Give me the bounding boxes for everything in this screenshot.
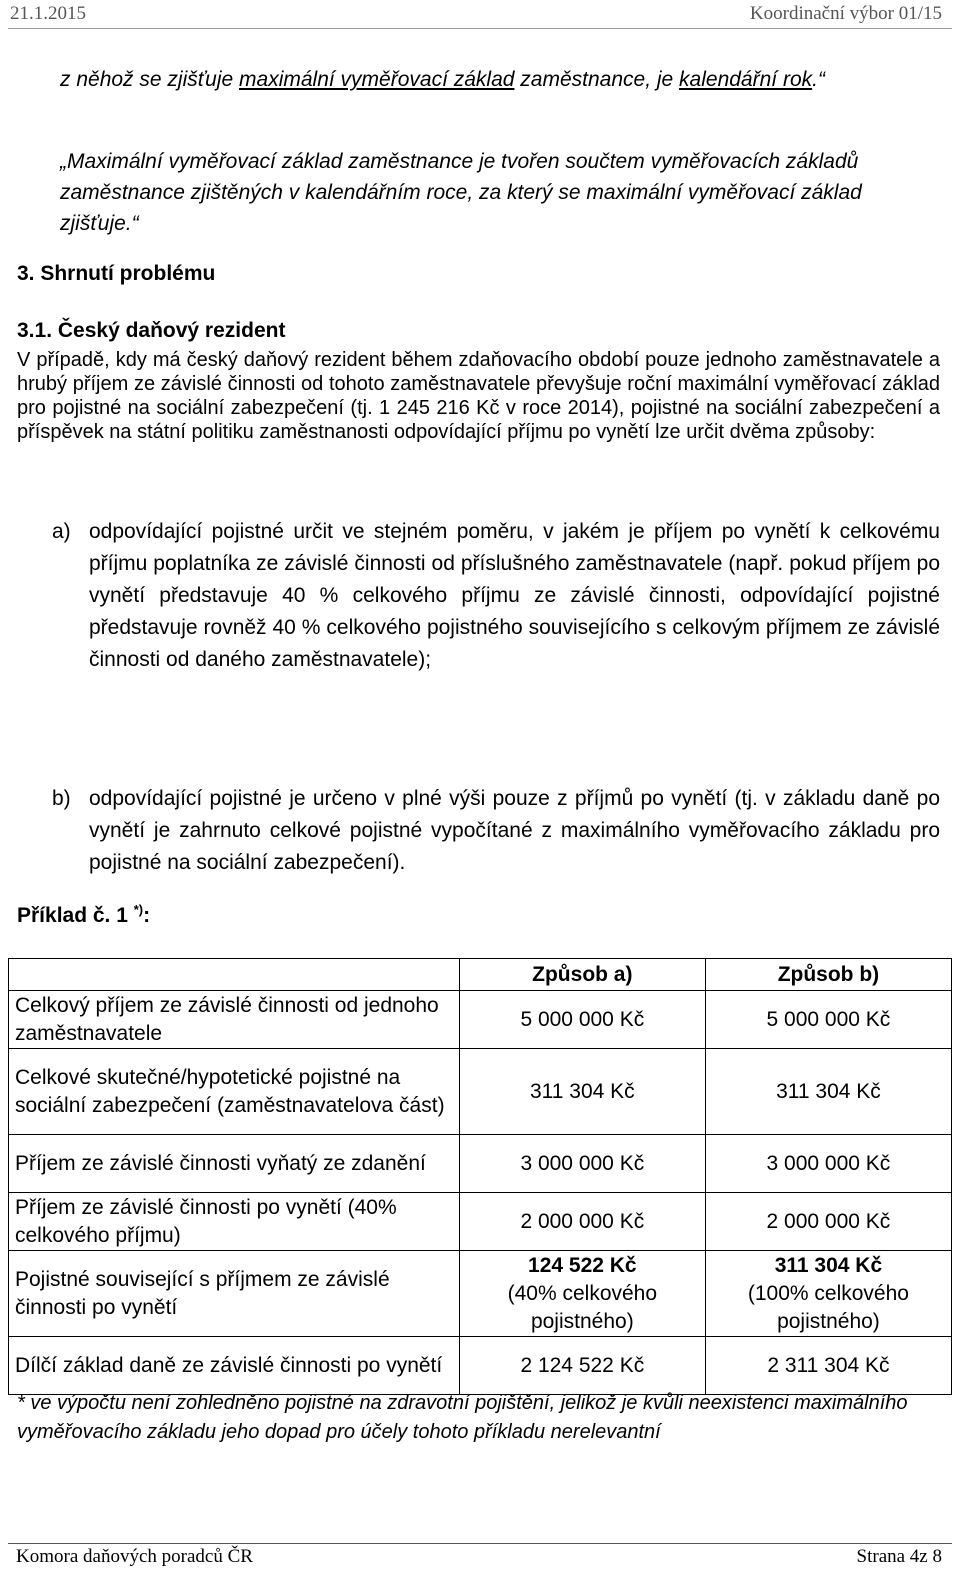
quote1-text-3: .“ (812, 68, 825, 91)
quote1-underlined-2: kalendářní rok (679, 68, 813, 91)
table-cell-a-value: 124 522 Kč (528, 1253, 637, 1277)
footnote: * ve výpočtu není zohledněno pojistné na zdravotní pojištění, jelikož je kvůli neexistenci maximálního vyměřovacího základu jeho dopad pro účely tohoto příkladu nerelevantní (17, 1392, 908, 1443)
table-cell-b-value: 311 304 Kč (774, 1253, 883, 1277)
table-cell-b-note: (100% celkového pojistného) (747, 1281, 909, 1333)
table-cell-a: 3 000 000 Kč (459, 1135, 705, 1193)
quote-paragraph-2: „Maximální vyměřovací základ zaměstnance je tvořen součtem vyměřovacích základů zaměstnance zjištěných v kalendářním roce, za který se maximální vyměřovací základ zjišťuje.“ (60, 150, 862, 235)
table-row-label: Pojistné související s příjmem ze závislé činnosti po vynětí (9, 1251, 460, 1337)
example-table (8, 958, 952, 1395)
list-marker-b: b) (52, 787, 71, 810)
table-cell-a: 2 000 000 Kč (459, 1193, 705, 1251)
quote-paragraph-1 (60, 64, 940, 95)
table-header-method-a: Způsob a) (459, 959, 705, 991)
table-cell-a (459, 1251, 705, 1337)
table-cell-a: 311 304 Kč (459, 1049, 705, 1135)
table-cell-b: 5 000 000 Kč (705, 991, 951, 1049)
table-row-label: Příjem ze závislé činnosti vyňatý ze zdanění (9, 1135, 460, 1193)
subsection-heading: 3.1. Český daňový rezident (17, 319, 286, 342)
table-row (9, 1135, 952, 1193)
table-row-label: Příjem ze závislé činnosti po vynětí (40% celkového příjmu) (9, 1193, 460, 1251)
example-colon: : (143, 904, 151, 927)
header-title: Koordinační výbor 01/15 (749, 3, 942, 24)
table-row-label: Celkový příjem ze závislé činnosti od jednoho zaměstnavatele (9, 991, 460, 1049)
table-row (9, 1251, 952, 1337)
section-body: V případě, kdy má český daňový rezident během zdaňovacího období pouze jednoho zaměstnavatele a hrubý příjem ze závislé činnosti od tohoto zaměstnavatele převyšuje roční maximální vyměřovací základ pro pojistné na sociální zabezpečení (tj. 1 245 216 Kč v roce 2014), pojistné na sociální zabezpečení a příspěvek na státní politiku zaměstnanosti odpovídající příjmu po vynětí lze určit dvěma způsoby: (17, 349, 940, 443)
table-row-label: Dílčí základ daně ze závislé činnosti po vynětí (9, 1337, 460, 1395)
table-cell-a: 2 124 522 Kč (459, 1337, 705, 1395)
quote1-underlined-1: maximální vyměřovací základ (239, 68, 515, 91)
list-item-b (52, 783, 940, 883)
section-heading: 3. Shrnutí problému (17, 262, 216, 285)
table-cell-b (705, 1251, 951, 1337)
header-divider (8, 28, 952, 29)
header-date: 21.1.2015 (10, 3, 86, 24)
example-label-text: Příklad č. 1 (17, 904, 128, 927)
table-header-method-b: Způsob b) (705, 959, 951, 991)
quote1-text-2: zaměstnance, je (514, 68, 680, 91)
footer-organization: Komora daňových poradců ČR (16, 1546, 253, 1567)
table-header-empty (9, 959, 460, 991)
table-row (9, 1193, 952, 1251)
table-cell-b: 311 304 Kč (705, 1049, 951, 1135)
table-row-label: Celkové skutečné/hypotetické pojistné na sociální zabezpečení (zaměstnavatelova část) (9, 1049, 460, 1135)
table-header-row (9, 959, 952, 991)
table-row (9, 1049, 952, 1135)
table-row (9, 1337, 952, 1395)
table-cell-a-note: (40% celkového pojistného) (507, 1281, 658, 1333)
table-cell-a: 5 000 000 Kč (459, 991, 705, 1049)
list-marker-a: a) (52, 520, 71, 543)
table-cell-b: 3 000 000 Kč (705, 1135, 951, 1193)
list-text-b: odpovídající pojistné je určeno v plné výši pouze z příjmů po vynětí (tj. v základu daně po vynětí je zahrnuto celkové pojistné vypočítané z maximálního vyměřovacího základu pro pojistné na sociální zabezpečení). (89, 787, 940, 874)
page-header (0, 0, 960, 30)
table-cell-b: 2 311 304 Kč (705, 1337, 951, 1395)
quote1-text-1: z něhož se zjišťuje (60, 68, 240, 91)
list-text-a: odpovídající pojistné určit ve stejném poměru, v jakém je příjem po vynětí k celkovému příjmu poplatníka ze závislé činnosti od příslušného zaměstnavatele (např. pokud příjem po vynětí představuje 40 % celkového příjmu ze závislé činnosti, odpovídající pojistné představuje rovněž 40 % celkového pojistného souvisejícího s celkovým příjmem ze závislé činnosti od daného zaměstnavatele); (89, 520, 940, 671)
list-item-a (52, 516, 940, 716)
footer-page-number: Strana 4z 8 (856, 1546, 942, 1567)
example-label (17, 902, 150, 928)
table-cell-b: 2 000 000 Kč (705, 1193, 951, 1251)
table-row (9, 991, 952, 1049)
example-footnote-mark: *) (133, 902, 144, 917)
footer-divider (8, 1543, 952, 1544)
